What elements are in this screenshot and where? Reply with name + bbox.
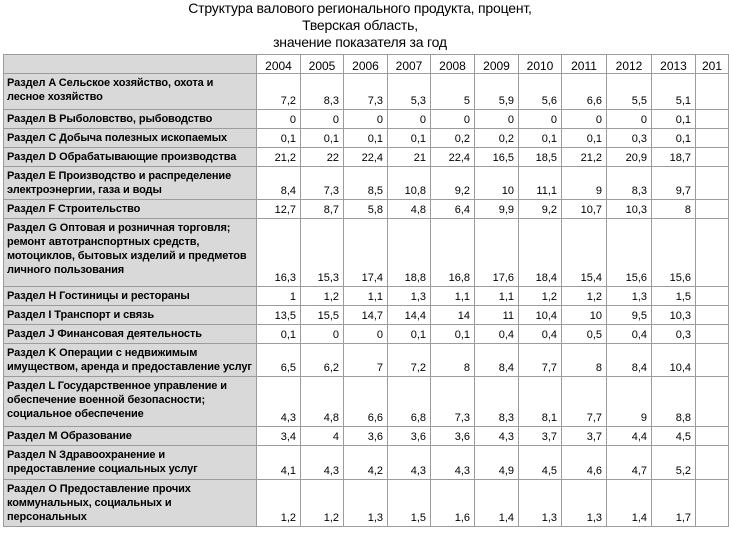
year-header: 2005 [301, 55, 344, 74]
row-label: Раздел B Рыболовство, рыбоводство [4, 110, 257, 129]
value-cell: 10,7 [562, 200, 607, 219]
value-cell: 6,5 [257, 344, 301, 377]
row-label: Раздел K Операции с недвижимым имуществом, аренда и предоставление услуг [4, 344, 257, 377]
table-row [4, 110, 729, 129]
value-cell: 17,6 [475, 219, 519, 287]
value-cell: 21 [388, 148, 431, 167]
table-row [4, 148, 729, 167]
value-cell: 8,3 [475, 377, 519, 427]
value-cell: 11 [475, 306, 519, 325]
value-cell: 6,6 [562, 74, 607, 110]
value-cell: 8 [652, 200, 696, 219]
value-cell: 13,5 [257, 306, 301, 325]
value-cell [696, 377, 729, 427]
row-label: Раздел J Финансовая деятельность [4, 325, 257, 344]
value-cell: 0,5 [562, 325, 607, 344]
title-line-2: Тверская область, [302, 17, 418, 33]
value-cell: 21,2 [562, 148, 607, 167]
row-label: Раздел L Государственное управление и обеспечение военной безопасности; социальное обеспечение [4, 377, 257, 427]
value-cell: 0 [344, 110, 388, 129]
value-cell: 4,9 [475, 446, 519, 480]
header-row [4, 55, 729, 74]
value-cell: 9 [607, 377, 652, 427]
row-label: Раздел A Сельское хозяйство, охота и лесное хозяйство [4, 74, 257, 110]
value-cell: 1,5 [652, 287, 696, 306]
value-cell: 16,5 [475, 148, 519, 167]
value-cell: 5,2 [652, 446, 696, 480]
value-cell: 0,1 [388, 129, 431, 148]
value-cell: 5,3 [388, 74, 431, 110]
row-label: Раздел F Строительство [4, 200, 257, 219]
value-cell: 8,3 [301, 74, 344, 110]
row-label: Раздел O Предоставление прочих коммунальных, социальных и персональных [4, 480, 257, 527]
value-cell: 7,2 [257, 74, 301, 110]
year-header: 2013 [652, 55, 696, 74]
value-cell: 4,8 [301, 377, 344, 427]
value-cell: 7 [344, 344, 388, 377]
row-label: Раздел M Образование [4, 427, 257, 446]
value-cell [696, 446, 729, 480]
row-label: Раздел N Здравоохранение и предоставление социальных услуг [4, 446, 257, 480]
value-cell: 22 [301, 148, 344, 167]
value-cell: 0,2 [475, 129, 519, 148]
value-cell: 3,6 [388, 427, 431, 446]
value-cell: 4,8 [388, 200, 431, 219]
value-cell: 5 [431, 74, 475, 110]
value-cell: 4,4 [607, 427, 652, 446]
value-cell: 4,2 [344, 446, 388, 480]
value-cell: 8 [431, 344, 475, 377]
row-label: Раздел E Производство и распределение электроэнергии, газа и воды [4, 167, 257, 200]
value-cell: 1,2 [301, 287, 344, 306]
value-cell: 1,3 [607, 287, 652, 306]
value-cell: 0,1 [431, 325, 475, 344]
value-cell: 0 [344, 325, 388, 344]
year-header: 2004 [257, 55, 301, 74]
value-cell: 3,6 [431, 427, 475, 446]
table-row [4, 480, 729, 527]
value-cell: 4 [301, 427, 344, 446]
value-cell: 8,4 [257, 167, 301, 200]
row-label: Раздел G Оптовая и розничная торговля; ремонт автотранспортных средств, мотоциклов, бытовых изделий и предметов личного пользования [4, 219, 257, 287]
value-cell: 14,4 [388, 306, 431, 325]
table-row [4, 219, 729, 287]
table-row [4, 167, 729, 200]
value-cell: 4,3 [301, 446, 344, 480]
value-cell [696, 219, 729, 287]
year-header: 2007 [388, 55, 431, 74]
value-cell: 18,4 [519, 219, 562, 287]
value-cell: 6,8 [388, 377, 431, 427]
value-cell: 15,5 [301, 306, 344, 325]
table-row [4, 200, 729, 219]
value-cell: 0,4 [475, 325, 519, 344]
value-cell: 0 [562, 110, 607, 129]
table-row [4, 74, 729, 110]
table-row [4, 306, 729, 325]
value-cell: 10,4 [652, 344, 696, 377]
row-label: Раздел I Транспорт и связь [4, 306, 257, 325]
value-cell: 0 [301, 325, 344, 344]
table-row [4, 287, 729, 306]
value-cell: 0 [257, 110, 301, 129]
value-cell: 7,7 [562, 377, 607, 427]
value-cell: 4,6 [562, 446, 607, 480]
value-cell [696, 480, 729, 527]
value-cell: 0,3 [607, 129, 652, 148]
table-title [0, 0, 720, 51]
value-cell: 9,7 [652, 167, 696, 200]
table-row [4, 377, 729, 427]
value-cell: 11,1 [519, 167, 562, 200]
value-cell: 4,3 [257, 377, 301, 427]
value-cell: 1,3 [388, 287, 431, 306]
value-cell: 8,3 [607, 167, 652, 200]
value-cell: 3,7 [562, 427, 607, 446]
value-cell: 6,4 [431, 200, 475, 219]
value-cell: 0,1 [562, 129, 607, 148]
value-cell: 17,4 [344, 219, 388, 287]
value-cell: 5,6 [519, 74, 562, 110]
value-cell: 4,5 [652, 427, 696, 446]
value-cell: 0,2 [431, 129, 475, 148]
value-cell: 15,6 [652, 219, 696, 287]
value-cell: 1,1 [344, 287, 388, 306]
year-header: 2010 [519, 55, 562, 74]
value-cell: 18,8 [388, 219, 431, 287]
value-cell: 10,3 [607, 200, 652, 219]
value-cell: 12,7 [257, 200, 301, 219]
value-cell: 15,3 [301, 219, 344, 287]
value-cell: 8 [562, 344, 607, 377]
value-cell: 4,3 [431, 446, 475, 480]
value-cell: 0 [475, 110, 519, 129]
value-cell: 0,1 [652, 129, 696, 148]
value-cell: 7,3 [344, 74, 388, 110]
value-cell: 15,6 [607, 219, 652, 287]
year-header: 2012 [607, 55, 652, 74]
value-cell: 1,2 [257, 480, 301, 527]
value-cell: 0,1 [257, 129, 301, 148]
value-cell: 1,5 [388, 480, 431, 527]
value-cell: 7,7 [519, 344, 562, 377]
value-cell: 1,3 [562, 480, 607, 527]
value-cell: 0 [431, 110, 475, 129]
value-cell: 0,4 [519, 325, 562, 344]
value-cell: 9,2 [431, 167, 475, 200]
value-cell: 0,1 [388, 325, 431, 344]
table-row [4, 325, 729, 344]
value-cell [696, 110, 729, 129]
value-cell: 1,2 [562, 287, 607, 306]
value-cell [696, 287, 729, 306]
value-cell: 4,3 [475, 427, 519, 446]
value-cell [696, 344, 729, 377]
value-cell: 18,7 [652, 148, 696, 167]
table-row [4, 427, 729, 446]
value-cell: 5,8 [344, 200, 388, 219]
value-cell [696, 129, 729, 148]
table-row [4, 344, 729, 377]
value-cell: 15,4 [562, 219, 607, 287]
value-cell: 7,3 [431, 377, 475, 427]
value-cell: 0 [519, 110, 562, 129]
value-cell: 8,4 [607, 344, 652, 377]
title-line-3: значение показателя за год [273, 34, 447, 50]
table-row [4, 129, 729, 148]
value-cell: 0 [607, 110, 652, 129]
value-cell: 0 [301, 110, 344, 129]
value-cell [696, 325, 729, 344]
value-cell: 4,7 [607, 446, 652, 480]
value-cell: 4,1 [257, 446, 301, 480]
value-cell: 22,4 [344, 148, 388, 167]
value-cell: 0,1 [652, 110, 696, 129]
value-cell: 0,1 [519, 129, 562, 148]
value-cell: 1,2 [519, 287, 562, 306]
value-cell: 10 [475, 167, 519, 200]
title-line-1: Структура валового регионального продукта, процент, [188, 0, 532, 16]
value-cell: 8,7 [301, 200, 344, 219]
gdp-structure-table [3, 54, 729, 527]
value-cell: 8,4 [475, 344, 519, 377]
value-cell: 7,2 [388, 344, 431, 377]
value-cell: 6,2 [301, 344, 344, 377]
value-cell: 14 [431, 306, 475, 325]
value-cell: 18,5 [519, 148, 562, 167]
value-cell: 1,1 [431, 287, 475, 306]
value-cell [696, 200, 729, 219]
value-cell: 8,1 [519, 377, 562, 427]
value-cell [696, 148, 729, 167]
header-corner-cell [4, 55, 257, 74]
value-cell: 10,4 [519, 306, 562, 325]
value-cell: 5,1 [652, 74, 696, 110]
value-cell: 16,3 [257, 219, 301, 287]
value-cell: 3,6 [344, 427, 388, 446]
value-cell: 5,9 [475, 74, 519, 110]
value-cell: 6,6 [344, 377, 388, 427]
value-cell: 1,2 [301, 480, 344, 527]
value-cell: 21,2 [257, 148, 301, 167]
value-cell: 9 [562, 167, 607, 200]
value-cell: 8,5 [344, 167, 388, 200]
value-cell: 3,4 [257, 427, 301, 446]
value-cell: 9,9 [475, 200, 519, 219]
value-cell: 1,3 [344, 480, 388, 527]
value-cell: 10,8 [388, 167, 431, 200]
value-cell: 22,4 [431, 148, 475, 167]
value-cell: 3,7 [519, 427, 562, 446]
value-cell: 20,9 [607, 148, 652, 167]
row-label: Раздел C Добыча полезных ископаемых [4, 129, 257, 148]
value-cell: 0,1 [344, 129, 388, 148]
value-cell: 14,7 [344, 306, 388, 325]
value-cell: 0,4 [607, 325, 652, 344]
value-cell: 9,2 [519, 200, 562, 219]
value-cell: 0 [388, 110, 431, 129]
value-cell [696, 306, 729, 325]
value-cell: 4,5 [519, 446, 562, 480]
table-row [4, 446, 729, 480]
value-cell [696, 167, 729, 200]
value-cell: 4,3 [388, 446, 431, 480]
value-cell: 10 [562, 306, 607, 325]
value-cell: 0,3 [652, 325, 696, 344]
value-cell [696, 74, 729, 110]
value-cell: 8,8 [652, 377, 696, 427]
value-cell: 10,3 [652, 306, 696, 325]
year-header: 2011 [562, 55, 607, 74]
value-cell: 1,3 [519, 480, 562, 527]
row-label: Раздел H Гостиницы и рестораны [4, 287, 257, 306]
row-label: Раздел D Обрабатывающие производства [4, 148, 257, 167]
value-cell: 16,8 [431, 219, 475, 287]
value-cell: 1,1 [475, 287, 519, 306]
value-cell: 1,4 [475, 480, 519, 527]
value-cell: 1,6 [431, 480, 475, 527]
year-header: 2006 [344, 55, 388, 74]
value-cell: 1,4 [607, 480, 652, 527]
value-cell: 9,5 [607, 306, 652, 325]
value-cell [696, 427, 729, 446]
year-header: 2009 [475, 55, 519, 74]
value-cell: 1,7 [652, 480, 696, 527]
value-cell: 7,3 [301, 167, 344, 200]
value-cell: 1 [257, 287, 301, 306]
value-cell: 0,1 [257, 325, 301, 344]
year-header: 201 [696, 55, 729, 74]
value-cell: 5,5 [607, 74, 652, 110]
year-header: 2008 [431, 55, 475, 74]
value-cell: 0,1 [301, 129, 344, 148]
